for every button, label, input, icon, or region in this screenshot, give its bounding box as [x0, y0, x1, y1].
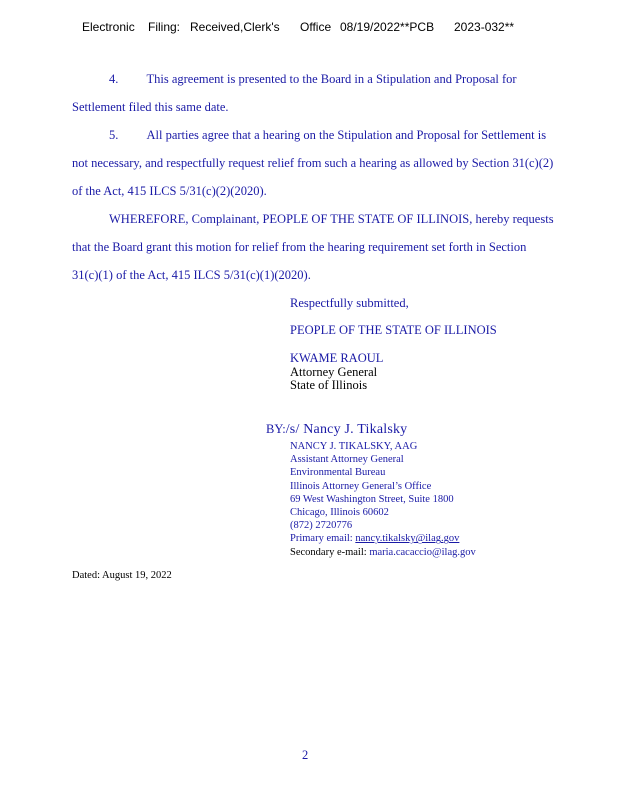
by-label: BY: — [266, 422, 286, 436]
street-address: 69 West Washington Street, Suite 1800 — [290, 493, 454, 505]
paragraph-4-line-2: Settlement filed this same date. — [72, 100, 229, 114]
paragraph-5-line-1: 5. All parties agree that a hearing on the Stipulation and Proposal for Settlement is — [109, 128, 547, 142]
header-case-number: 2023-032** — [454, 20, 515, 34]
secondary-email: maria.cacaccio@ilag.gov — [369, 546, 476, 558]
attorney-general-state: State of Illinois — [290, 378, 368, 392]
wherefore-line-3: 31(c)(1) of the Act, 415 ILCS 5/31(c)(1)(2020). — [72, 268, 311, 282]
paragraph-5-line-3: of the Act, 415 ILCS 5/31(c)(2)(2020). — [72, 184, 267, 198]
header-received: Received,Clerk's — [190, 20, 280, 34]
attorney-general-name: KWAME RAOUL — [290, 351, 384, 365]
closing: Respectfully submitted, — [290, 296, 409, 310]
bureau: Environmental Bureau — [290, 467, 386, 479]
electronic-signature: /s/ Nancy J. Tikalsky — [285, 422, 408, 437]
attorney-name: NANCY J. TIKALSKY, AAG — [290, 441, 418, 452]
signature-line — [266, 422, 407, 437]
primary-email-label: Primary email: — [290, 533, 356, 545]
header-electronic: Electronic — [82, 20, 135, 34]
header-date-pcb: 08/19/2022**PCB — [340, 20, 435, 34]
attorney-block — [290, 440, 476, 559]
city-state-zip: Chicago, Illinois 60602 — [290, 507, 389, 519]
header-office: Office — [300, 20, 332, 34]
page-number: 2 — [302, 748, 309, 762]
wherefore-line-1: WHEREFORE, Complainant, PEOPLE OF THE STATE OF ILLINOIS, hereby requests — [109, 212, 554, 226]
secondary-email-label: Secondary e-mail: — [290, 546, 370, 558]
primary-email-row — [290, 532, 476, 545]
party-name: PEOPLE OF THE STATE OF ILLINOIS — [290, 323, 497, 337]
paragraph-4-line-1: 4. This agreement is presented to the Board in a Stipulation and Proposal for — [109, 72, 517, 86]
dated-line: Dated: August 19, 2022 — [72, 570, 172, 581]
primary-email-link[interactable]: nancy.tikalsky@ilag.gov — [355, 533, 460, 545]
secondary-email-row — [290, 546, 476, 559]
paragraph-5-line-2: not necessary, and respectfully request relief from such a hearing as allowed by Section 31(c)(2) — [72, 156, 554, 170]
wherefore-line-2: that the Board grant this motion for relief from the hearing requirement set forth in Section — [72, 240, 527, 254]
header-filing: Filing: — [148, 20, 181, 34]
office-name: Illinois Attorney General’s Office — [290, 480, 432, 492]
phone-number: (872) 2720776 — [290, 520, 353, 532]
attorney-general-title: Attorney General — [290, 365, 378, 379]
attorney-title: Assistant Attorney General — [290, 454, 404, 466]
